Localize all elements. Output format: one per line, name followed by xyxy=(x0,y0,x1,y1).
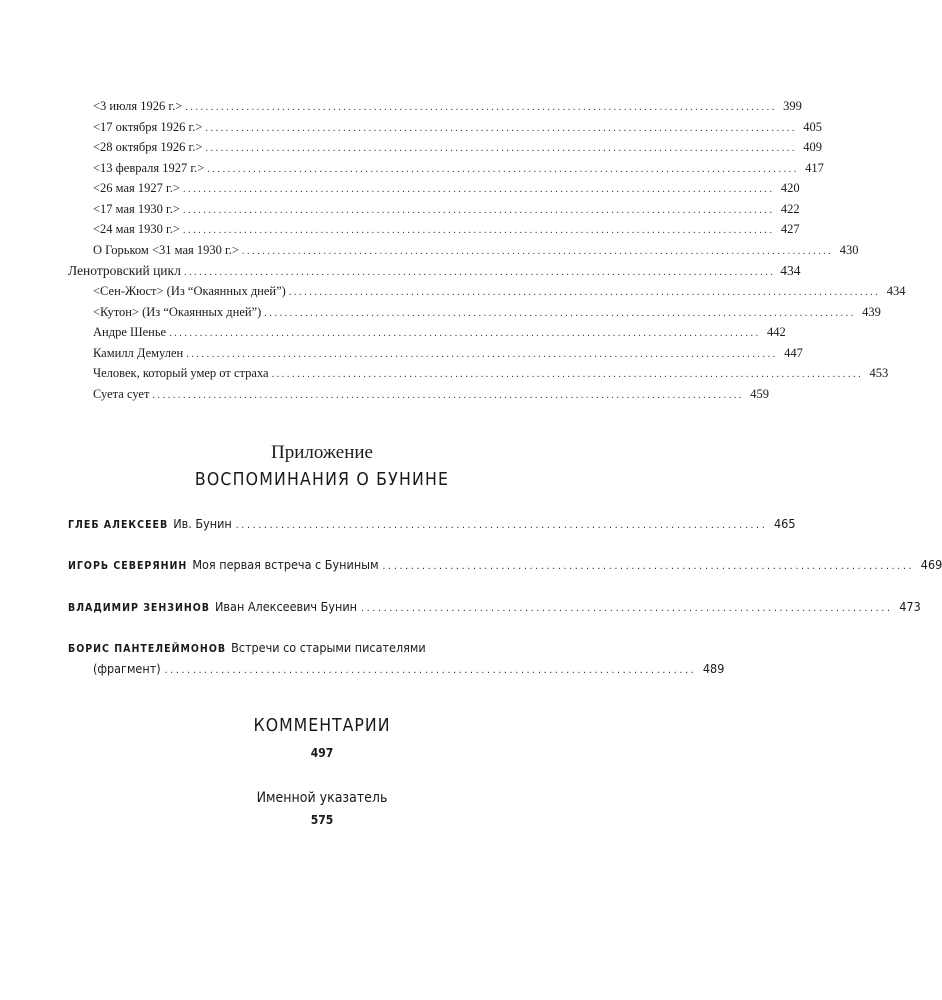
commentary-title[interactable]: КОММЕНТАРИИ xyxy=(253,716,391,736)
toc-entry-title: <Кутон> (Из “Окаянных дней”) xyxy=(93,305,262,319)
toc-entry[interactable] xyxy=(93,160,824,178)
toc-entry-title: Ленотровский цикл xyxy=(68,263,181,278)
toc-leader-dots: .................................................................................................................... xyxy=(271,369,864,380)
toc-entry-title: <Сен-Жюст> (Из “Окаянных дней”) xyxy=(93,284,286,298)
toc-entry[interactable] xyxy=(93,324,786,342)
toc-entry-page: 405 xyxy=(803,120,822,134)
memoir-page: 469 xyxy=(920,557,942,572)
toc-entry-page: 427 xyxy=(780,222,800,236)
index-page: 575 xyxy=(310,813,334,827)
toc-entry[interactable] xyxy=(93,345,803,363)
toc-entry-page: 434 xyxy=(886,284,906,298)
toc-leader-dots: .................................................................................................................... xyxy=(264,308,856,319)
toc-entry-title: <26 мая 1927 г.> xyxy=(93,181,180,195)
toc-entry[interactable] xyxy=(93,180,800,198)
toc-leader-dots: .................................................................................................................... xyxy=(205,123,797,134)
toc-leader-dots: .............................................................................................. xyxy=(235,520,768,531)
toc-entry-page: 434 xyxy=(780,263,801,278)
toc-entry-page: 447 xyxy=(784,346,803,360)
toc-entry[interactable] xyxy=(93,304,881,322)
memoir-page: 489 xyxy=(702,661,725,676)
toc-entry-page: 409 xyxy=(803,140,822,154)
toc-entry-page: 399 xyxy=(783,99,802,113)
toc-leader-dots: .............................................................................................. xyxy=(382,561,915,572)
toc-entry-page: 422 xyxy=(780,202,800,216)
toc-entry-title: <17 мая 1930 г.> xyxy=(93,202,180,216)
memoir-page: 465 xyxy=(774,516,796,531)
toc-entry-page: 417 xyxy=(805,161,824,175)
memoir-entry[interactable] xyxy=(68,599,921,617)
toc-section-entry[interactable] xyxy=(68,263,801,281)
toc-leader-dots: .................................................................................................................... xyxy=(186,349,778,360)
memoir-title: Встречи со старыми писателями xyxy=(231,640,426,655)
memoir-author: ИГОРЬ СЕВЕРЯНИН xyxy=(68,560,188,572)
toc-entry-title: <3 июля 1926 г.> xyxy=(93,99,183,113)
toc-entry-page: 459 xyxy=(750,387,770,401)
toc-entry-title: <28 октября 1926 г.> xyxy=(93,140,203,154)
memoir-author: ВЛАДИМИР ЗЕНЗИНОВ xyxy=(68,602,211,614)
toc-entry-page: 420 xyxy=(780,181,800,195)
memoir-entry-first-line[interactable] xyxy=(68,640,548,657)
toc-leader-dots: .............................................................................................. xyxy=(361,603,893,614)
toc-entry[interactable] xyxy=(93,283,906,301)
toc-leader-dots: .................................................................................................................... xyxy=(182,205,775,216)
toc-leader-dots: .................................................................................................................... xyxy=(241,246,834,257)
memoir-title-continuation: (фрагмент) xyxy=(93,661,161,676)
toc-entry-title: <13 февраля 1927 г.> xyxy=(93,161,205,175)
appendix-title: ВОСПОМИНАНИЯ О БУНИНЕ xyxy=(194,470,450,490)
toc-entry-title: О Горьком <31 мая 1930 г.> xyxy=(93,243,239,257)
toc-entry[interactable] xyxy=(93,119,822,137)
toc-entry[interactable] xyxy=(93,98,802,116)
toc-leader-dots: .............................................................................................. xyxy=(164,665,697,676)
toc-entry-page: 453 xyxy=(869,366,889,380)
memoir-title: Иван Алексеевич Бунин xyxy=(215,599,358,614)
toc-entry-title: Суета сует xyxy=(93,387,150,401)
memoir-entry[interactable] xyxy=(68,516,796,534)
memoir-entry[interactable] xyxy=(68,557,942,575)
toc-entry[interactable] xyxy=(93,386,770,404)
toc-entry-page: 430 xyxy=(839,243,859,257)
appendix-label: Приложение xyxy=(271,442,373,463)
toc-entry[interactable] xyxy=(93,365,889,383)
toc-leader-dots: .................................................................................................................... xyxy=(152,390,745,401)
toc-leader-dots: .................................................................................................................... xyxy=(185,102,777,113)
toc-leader-dots: .................................................................................................................... xyxy=(288,287,881,298)
toc-entry-title: Камилл Демулен xyxy=(93,346,184,360)
toc-entry[interactable] xyxy=(93,242,859,260)
memoir-author: БОРИС ПАНТЕЛЕЙМОНОВ xyxy=(68,643,227,655)
toc-leader-dots: .................................................................................................................... xyxy=(183,267,776,278)
commentary-page: 497 xyxy=(310,746,334,760)
toc-entry-title: Человек, который умер от страха xyxy=(93,366,269,380)
toc-leader-dots: .................................................................................................................... xyxy=(205,143,797,154)
toc-entry-title: <17 октября 1926 г.> xyxy=(93,120,203,134)
toc-entry[interactable] xyxy=(93,139,822,157)
toc-entry-title: <24 мая 1930 г.> xyxy=(93,222,180,236)
toc-leader-dots: .................................................................................................................... xyxy=(182,225,775,236)
memoir-title: Моя первая встреча с Буниным xyxy=(192,557,379,572)
memoir-title: Ив. Бунин xyxy=(173,516,232,531)
memoir-entry-second-line[interactable] xyxy=(93,661,725,679)
toc-entry-title: Андре Шенье xyxy=(93,325,167,339)
toc-leader-dots: .................................................................................................................... xyxy=(207,164,799,175)
memoir-author: ГЛЕБ АЛЕКСЕЕВ xyxy=(68,519,169,531)
toc-entry-page: 442 xyxy=(766,325,786,339)
index-title[interactable]: Именной указатель xyxy=(256,790,388,806)
toc-entry[interactable] xyxy=(93,201,800,219)
memoir-page: 473 xyxy=(899,599,921,614)
toc-leader-dots: .................................................................................................................... xyxy=(182,184,775,195)
toc-entry[interactable] xyxy=(93,221,800,239)
toc-entry-page: 439 xyxy=(862,305,881,319)
toc-leader-dots: .................................................................................................................... xyxy=(169,328,761,339)
